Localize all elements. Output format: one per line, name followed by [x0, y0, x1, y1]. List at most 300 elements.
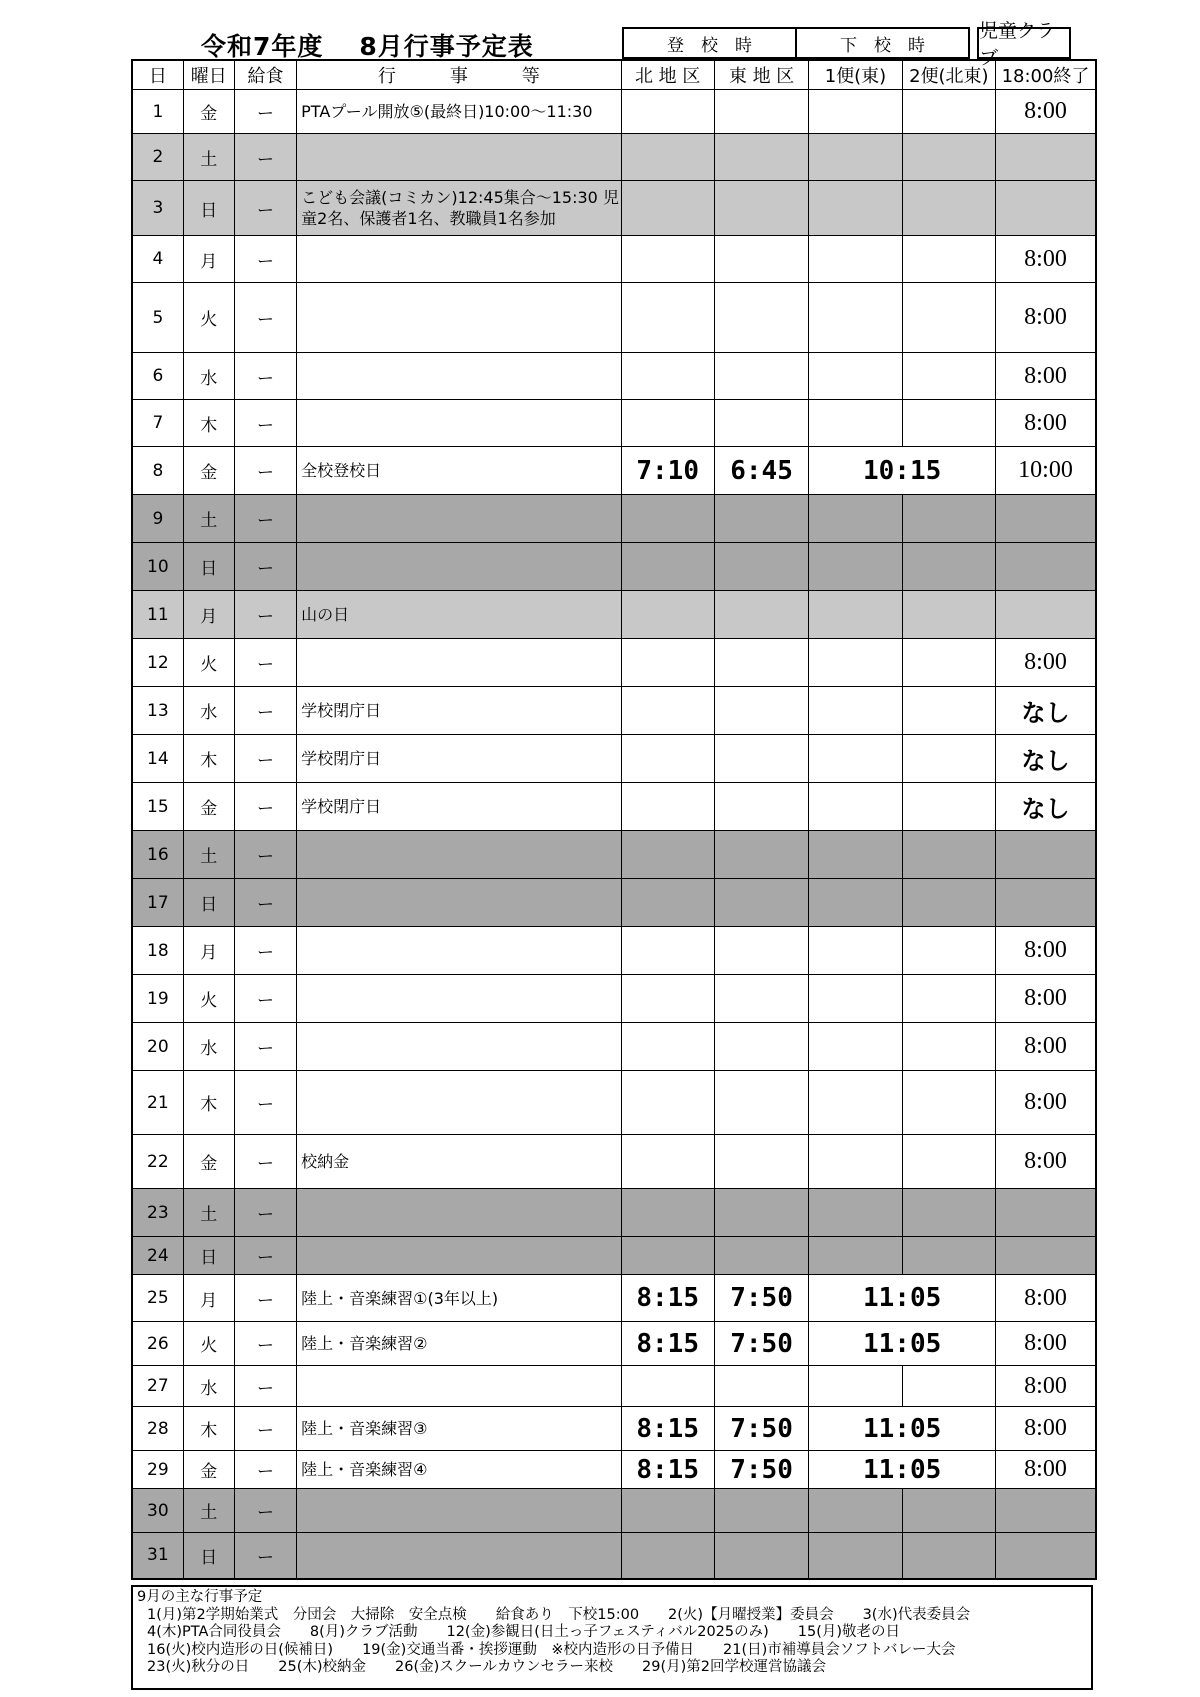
event-cell: 全校登校日	[297, 447, 621, 495]
page-title	[201, 27, 691, 61]
club-time-cell	[996, 1237, 1096, 1275]
east-time-cell	[714, 134, 808, 181]
table-row	[132, 783, 1096, 831]
dismissal-time-cell: 11:05	[809, 1451, 996, 1489]
weekday-cell: 水	[183, 1366, 234, 1407]
weekday-cell: 日	[183, 1533, 234, 1579]
table-row	[132, 134, 1096, 181]
day-cell: 25	[132, 1275, 183, 1322]
east-time-cell	[714, 495, 808, 543]
north-time-cell	[621, 1366, 714, 1407]
weekday-cell: 日	[183, 181, 234, 236]
event-cell	[297, 1533, 621, 1579]
east-time-cell	[714, 283, 808, 353]
weekday-cell: 月	[183, 1275, 234, 1322]
bus1-cell	[809, 879, 902, 927]
club-time-cell: 8:00	[996, 975, 1096, 1023]
east-time-cell	[714, 879, 808, 927]
east-time-cell	[714, 543, 808, 591]
east-time-cell	[714, 181, 808, 236]
bus1-cell	[809, 1135, 902, 1189]
bus2-cell	[902, 735, 995, 783]
event-cell	[297, 134, 621, 181]
header-club: 児童クラブ	[977, 27, 1071, 59]
bus2-cell	[902, 687, 995, 735]
east-time-cell	[714, 1071, 808, 1135]
weekday-cell: 水	[183, 687, 234, 735]
east-time-cell	[714, 1135, 808, 1189]
day-cell: 26	[132, 1322, 183, 1366]
day-cell: 21	[132, 1071, 183, 1135]
club-time-cell	[996, 1489, 1096, 1533]
bus1-cell	[809, 90, 902, 134]
bus1-cell	[809, 975, 902, 1023]
notes-line: 23(火)秋分の日 25(木)校納金 26(金)スクールカウンセラー来校 29(月)第2回学校運営協議会	[147, 1659, 826, 1675]
table-row	[132, 1023, 1096, 1071]
day-cell: 15	[132, 783, 183, 831]
lunch-cell: ー	[234, 879, 296, 927]
col-north: 北 地 区	[621, 60, 714, 90]
event-cell	[297, 1489, 621, 1533]
club-time-cell	[996, 591, 1096, 639]
bus2-cell	[902, 90, 995, 134]
table-row	[132, 639, 1096, 687]
north-time-cell	[621, 687, 714, 735]
weekday-cell: 火	[183, 975, 234, 1023]
day-cell: 13	[132, 687, 183, 735]
table-row	[132, 1489, 1096, 1533]
title-name: 8月行事予定表	[359, 32, 534, 61]
table-row	[132, 495, 1096, 543]
north-time-cell	[621, 879, 714, 927]
table-row	[132, 591, 1096, 639]
lunch-cell: ー	[234, 1451, 296, 1489]
bus2-cell	[902, 831, 995, 879]
weekday-cell: 火	[183, 283, 234, 353]
north-time-cell	[621, 1071, 714, 1135]
table-row	[132, 1407, 1096, 1451]
lunch-cell: ー	[234, 1322, 296, 1366]
event-cell	[297, 1366, 621, 1407]
col-events: 行 事 等	[297, 60, 621, 90]
east-time-cell	[714, 1489, 808, 1533]
club-time-cell: 8:00	[996, 400, 1096, 447]
east-time-cell	[714, 353, 808, 400]
bus2-cell	[902, 783, 995, 831]
column-header-row	[132, 60, 1096, 90]
col-lunch: 給食	[234, 60, 296, 90]
north-time-cell	[621, 639, 714, 687]
north-time-cell	[621, 1237, 714, 1275]
bus2-cell	[902, 1189, 995, 1237]
table-row	[132, 1451, 1096, 1489]
club-time-cell	[996, 134, 1096, 181]
lunch-cell: ー	[234, 1135, 296, 1189]
lunch-cell: ー	[234, 1189, 296, 1237]
event-cell: 陸上・音楽練習③	[297, 1407, 621, 1451]
club-time-cell: なし	[996, 735, 1096, 783]
day-cell: 23	[132, 1189, 183, 1237]
event-cell: 陸上・音楽練習①(3年以上)	[297, 1275, 621, 1322]
lunch-cell: ー	[234, 447, 296, 495]
lunch-cell: ー	[234, 495, 296, 543]
east-time-cell	[714, 400, 808, 447]
dismissal-time-cell: 11:05	[809, 1407, 996, 1451]
east-time-cell	[714, 783, 808, 831]
event-cell: 学校閉庁日	[297, 783, 621, 831]
weekday-cell: 月	[183, 927, 234, 975]
north-time-cell	[621, 134, 714, 181]
lunch-cell: ー	[234, 639, 296, 687]
club-time-cell	[996, 879, 1096, 927]
east-time-cell: 7:50	[714, 1322, 808, 1366]
club-time-cell	[996, 1533, 1096, 1579]
club-time-cell: 10:00	[996, 447, 1096, 495]
lunch-cell: ー	[234, 735, 296, 783]
lunch-cell: ー	[234, 1366, 296, 1407]
lunch-cell: ー	[234, 400, 296, 447]
east-time-cell	[714, 927, 808, 975]
east-time-cell	[714, 90, 808, 134]
day-cell: 30	[132, 1489, 183, 1533]
bus2-cell	[902, 181, 995, 236]
weekday-cell: 火	[183, 1322, 234, 1366]
table-row	[132, 283, 1096, 353]
col-bus2: 2便(北東)	[902, 60, 995, 90]
bus2-cell	[902, 1023, 995, 1071]
event-cell: 学校閉庁日	[297, 687, 621, 735]
club-time-cell: 8:00	[996, 1451, 1096, 1489]
weekday-cell: 土	[183, 1489, 234, 1533]
event-cell	[297, 1189, 621, 1237]
day-cell: 6	[132, 353, 183, 400]
club-time-cell	[996, 181, 1096, 236]
weekday-cell: 土	[183, 1189, 234, 1237]
title-era: 令和7年度	[201, 32, 324, 61]
weekday-cell: 月	[183, 236, 234, 283]
col-east: 東 地 区	[714, 60, 808, 90]
event-cell	[297, 543, 621, 591]
east-time-cell	[714, 1189, 808, 1237]
bus2-cell	[902, 400, 995, 447]
day-cell: 9	[132, 495, 183, 543]
north-time-cell: 8:15	[621, 1322, 714, 1366]
bus2-cell	[902, 1237, 995, 1275]
club-time-cell: 8:00	[996, 90, 1096, 134]
lunch-cell: ー	[234, 90, 296, 134]
event-cell: 校納金	[297, 1135, 621, 1189]
lunch-cell: ー	[234, 783, 296, 831]
weekday-cell: 日	[183, 1237, 234, 1275]
north-time-cell	[621, 831, 714, 879]
table-row	[132, 543, 1096, 591]
bus2-cell	[902, 975, 995, 1023]
dismissal-time-cell: 11:05	[809, 1275, 996, 1322]
day-cell: 22	[132, 1135, 183, 1189]
day-cell: 11	[132, 591, 183, 639]
bus2-cell	[902, 1533, 995, 1579]
weekday-cell: 土	[183, 831, 234, 879]
lunch-cell: ー	[234, 134, 296, 181]
lunch-cell: ー	[234, 353, 296, 400]
weekday-cell: 土	[183, 495, 234, 543]
club-time-cell: 8:00	[996, 1135, 1096, 1189]
bus1-cell	[809, 1237, 902, 1275]
bus1-cell	[809, 591, 902, 639]
bus1-cell	[809, 495, 902, 543]
event-cell: 陸上・音楽練習④	[297, 1451, 621, 1489]
east-time-cell	[714, 1366, 808, 1407]
bus2-cell	[902, 353, 995, 400]
weekday-cell: 木	[183, 1407, 234, 1451]
bus1-cell	[809, 927, 902, 975]
day-cell: 16	[132, 831, 183, 879]
event-cell: 山の日	[297, 591, 621, 639]
day-cell: 28	[132, 1407, 183, 1451]
club-time-cell	[996, 543, 1096, 591]
bus1-cell	[809, 1489, 902, 1533]
table-row	[132, 1533, 1096, 1579]
event-cell	[297, 236, 621, 283]
dismissal-time-cell: 11:05	[809, 1322, 996, 1366]
east-time-cell	[714, 831, 808, 879]
table-row	[132, 831, 1096, 879]
notes-line: 16(火)校内造形の日(候補日) 19(金)交通当番・挨拶運動 ※校内造形の日予備日 21(日)市補導員会ソフトバレー大会	[147, 1641, 956, 1658]
event-cell	[297, 283, 621, 353]
bus1-cell	[809, 353, 902, 400]
bus2-cell	[902, 639, 995, 687]
table-row	[132, 236, 1096, 283]
weekday-cell: 木	[183, 735, 234, 783]
header-dismissal: 下 校 時	[795, 27, 970, 59]
north-time-cell	[621, 1023, 714, 1071]
north-time-cell	[621, 353, 714, 400]
bus1-cell	[809, 1189, 902, 1237]
east-time-cell	[714, 639, 808, 687]
event-cell: 陸上・音楽練習②	[297, 1322, 621, 1366]
day-cell: 8	[132, 447, 183, 495]
weekday-cell: 金	[183, 783, 234, 831]
schedule-sheet	[131, 20, 1097, 1690]
weekday-cell: 月	[183, 591, 234, 639]
lunch-cell: ー	[234, 1407, 296, 1451]
september-notes	[131, 1585, 1093, 1690]
col-weekday: 曜日	[183, 60, 234, 90]
club-time-cell: 8:00	[996, 1275, 1096, 1322]
weekday-cell: 水	[183, 1023, 234, 1071]
lunch-cell: ー	[234, 927, 296, 975]
weekday-cell: 金	[183, 1451, 234, 1489]
day-cell: 31	[132, 1533, 183, 1579]
lunch-cell: ー	[234, 543, 296, 591]
bus1-cell	[809, 639, 902, 687]
bus2-cell	[902, 879, 995, 927]
bus1-cell	[809, 1023, 902, 1071]
north-time-cell: 7:10	[621, 447, 714, 495]
event-cell	[297, 495, 621, 543]
bus1-cell	[809, 181, 902, 236]
club-time-cell: 8:00	[996, 1071, 1096, 1135]
weekday-cell: 木	[183, 400, 234, 447]
north-time-cell	[621, 495, 714, 543]
north-time-cell: 8:15	[621, 1407, 714, 1451]
club-time-cell: 8:00	[996, 1366, 1096, 1407]
event-cell: 学校閉庁日	[297, 735, 621, 783]
table-row	[132, 975, 1096, 1023]
day-cell: 12	[132, 639, 183, 687]
bus1-cell	[809, 1366, 902, 1407]
col-bus1: 1便(東)	[809, 60, 902, 90]
north-time-cell	[621, 927, 714, 975]
north-time-cell: 8:15	[621, 1451, 714, 1489]
club-time-cell	[996, 495, 1096, 543]
weekday-cell: 土	[183, 134, 234, 181]
bus1-cell	[809, 134, 902, 181]
day-cell: 10	[132, 543, 183, 591]
bus1-cell	[809, 1533, 902, 1579]
notes-line: 4(木)PTA合同役員会 8(月)クラブ活動 12(金)参観日(日土っ子フェスティバル2025のみ) 15(月)敬老の日	[147, 1624, 901, 1640]
bus2-cell	[902, 1489, 995, 1533]
lunch-cell: ー	[234, 975, 296, 1023]
north-time-cell	[621, 1135, 714, 1189]
bus2-cell	[902, 1135, 995, 1189]
event-cell	[297, 1071, 621, 1135]
lunch-cell: ー	[234, 236, 296, 283]
event-cell	[297, 927, 621, 975]
north-time-cell	[621, 543, 714, 591]
north-time-cell	[621, 975, 714, 1023]
day-cell: 5	[132, 283, 183, 353]
lunch-cell: ー	[234, 283, 296, 353]
bus2-cell	[902, 591, 995, 639]
day-cell: 1	[132, 90, 183, 134]
lunch-cell: ー	[234, 1023, 296, 1071]
day-cell: 18	[132, 927, 183, 975]
bus2-cell	[902, 543, 995, 591]
lunch-cell: ー	[234, 1275, 296, 1322]
north-time-cell	[621, 1489, 714, 1533]
east-time-cell: 7:50	[714, 1407, 808, 1451]
bus1-cell	[809, 400, 902, 447]
bus1-cell	[809, 831, 902, 879]
weekday-cell: 日	[183, 543, 234, 591]
club-time-cell: 8:00	[996, 1023, 1096, 1071]
day-cell: 17	[132, 879, 183, 927]
day-cell: 4	[132, 236, 183, 283]
east-time-cell	[714, 735, 808, 783]
table-row	[132, 1237, 1096, 1275]
table-row	[132, 1071, 1096, 1135]
bus1-cell	[809, 735, 902, 783]
bus2-cell	[902, 236, 995, 283]
event-cell	[297, 1023, 621, 1071]
east-time-cell	[714, 975, 808, 1023]
day-cell: 7	[132, 400, 183, 447]
table-row	[132, 1275, 1096, 1322]
bus2-cell	[902, 1071, 995, 1135]
event-cell	[297, 400, 621, 447]
north-time-cell: 8:15	[621, 1275, 714, 1322]
weekday-cell: 火	[183, 639, 234, 687]
east-time-cell	[714, 1237, 808, 1275]
club-time-cell: なし	[996, 783, 1096, 831]
north-time-cell	[621, 90, 714, 134]
table-row	[132, 1189, 1096, 1237]
east-time-cell	[714, 591, 808, 639]
weekday-cell: 日	[183, 879, 234, 927]
lunch-cell: ー	[234, 1489, 296, 1533]
lunch-cell: ー	[234, 591, 296, 639]
lunch-cell: ー	[234, 181, 296, 236]
north-time-cell	[621, 236, 714, 283]
event-cell	[297, 831, 621, 879]
notes-heading: 9月の主な行事予定	[137, 1589, 263, 1605]
table-row	[132, 400, 1096, 447]
east-time-cell: 7:50	[714, 1275, 808, 1322]
east-time-cell	[714, 236, 808, 283]
club-time-cell	[996, 831, 1096, 879]
day-cell: 27	[132, 1366, 183, 1407]
col-day: 日	[132, 60, 183, 90]
east-time-cell	[714, 1533, 808, 1579]
bus1-cell	[809, 283, 902, 353]
table-row	[132, 879, 1096, 927]
bus1-cell	[809, 543, 902, 591]
event-cell: こども会議(コミカン)12:45集合～15:30 児童2名、保護者1名、教職員1名参加	[297, 181, 621, 236]
table-row	[132, 447, 1096, 495]
bus1-cell	[809, 783, 902, 831]
table-row	[132, 735, 1096, 783]
bus1-cell	[809, 1071, 902, 1135]
north-time-cell	[621, 181, 714, 236]
header-departure: 登 校 時	[622, 27, 797, 59]
east-time-cell: 7:50	[714, 1451, 808, 1489]
bus2-cell	[902, 134, 995, 181]
weekday-cell: 金	[183, 1135, 234, 1189]
lunch-cell: ー	[234, 1237, 296, 1275]
table-row	[132, 1135, 1096, 1189]
col-club-end: 18:00終了	[996, 60, 1096, 90]
north-time-cell	[621, 400, 714, 447]
table-row	[132, 687, 1096, 735]
lunch-cell: ー	[234, 831, 296, 879]
north-time-cell	[621, 591, 714, 639]
notes-line: 1(月)第2学期始業式 分団会 大掃除 安全点検 給食あり 下校15:00 2(火)【月曜授業】委員会 3(水)代表委員会	[147, 1606, 971, 1623]
weekday-cell: 金	[183, 447, 234, 495]
north-time-cell	[621, 1189, 714, 1237]
day-cell: 19	[132, 975, 183, 1023]
north-time-cell	[621, 735, 714, 783]
lunch-cell: ー	[234, 1071, 296, 1135]
club-time-cell: 8:00	[996, 353, 1096, 400]
club-time-cell: 8:00	[996, 639, 1096, 687]
weekday-cell: 木	[183, 1071, 234, 1135]
east-time-cell: 6:45	[714, 447, 808, 495]
event-cell	[297, 1237, 621, 1275]
bus2-cell	[902, 283, 995, 353]
bus1-cell	[809, 236, 902, 283]
bus1-cell	[809, 687, 902, 735]
club-time-cell: なし	[996, 687, 1096, 735]
lunch-cell: ー	[234, 687, 296, 735]
east-time-cell	[714, 687, 808, 735]
north-time-cell	[621, 783, 714, 831]
day-cell: 3	[132, 181, 183, 236]
day-cell: 14	[132, 735, 183, 783]
north-time-cell	[621, 283, 714, 353]
club-time-cell: 8:00	[996, 283, 1096, 353]
day-cell: 24	[132, 1237, 183, 1275]
